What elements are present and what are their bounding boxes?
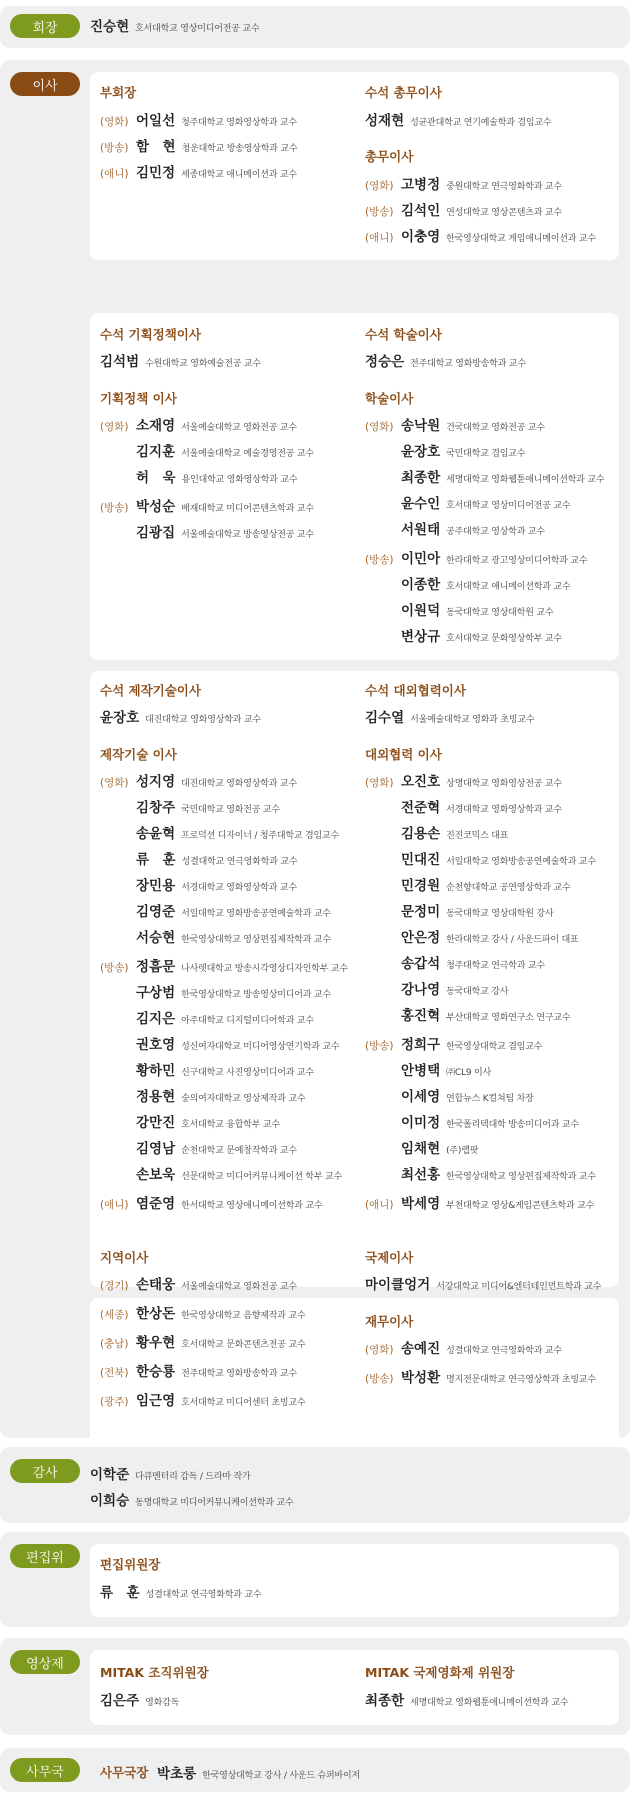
member-name: 손태웅: [136, 1277, 176, 1293]
member-affiliation: 한국영상대학교 음향제작과 교수: [181, 1311, 306, 1321]
member-name: 오진호: [401, 774, 441, 790]
member-affiliation: 동국대학교 강사: [446, 987, 509, 997]
role-heading: 수석 총무이사: [365, 85, 442, 100]
member-row: [100, 770, 297, 790]
member-affiliation: ㈜CL9 이사: [446, 1068, 491, 1078]
badge-chair: 회장: [10, 14, 80, 38]
member-name: 마이클엉거: [365, 1277, 431, 1293]
member-affiliation: 전주대학교 영화방송학과 교수: [410, 359, 526, 369]
member-affiliation: 청주대학교 영화영상학과 교수: [181, 118, 297, 128]
member-affiliation: 아주대학교 디지털미디어학과 교수: [181, 1016, 314, 1026]
member-row: [365, 1085, 534, 1105]
member-row: [365, 1273, 601, 1293]
member-affiliation: 한국영상대학교 게임애니메이션과 교수: [446, 234, 596, 244]
member-name: 서승현: [136, 930, 176, 946]
member-affiliation: 호서대학교 문화콘텐츠전공 교수: [181, 1340, 306, 1350]
member-name: 김용손: [401, 826, 441, 842]
role-heading: MITAK 국제영화제 위원장: [365, 1665, 515, 1680]
member-name: 최선홍: [401, 1167, 441, 1183]
field-tag: (영화): [365, 1344, 394, 1356]
member-row: [365, 625, 562, 645]
member-name: 황우현: [136, 1335, 176, 1351]
member-row: [100, 706, 261, 726]
member-row: [365, 547, 587, 567]
member-row: [100, 955, 348, 975]
member-affiliation: 동국대학교 영상대학원 교수: [446, 608, 554, 618]
member-name: 문정미: [401, 904, 441, 920]
member-name: 서원태: [401, 522, 441, 538]
member-row: [365, 1033, 542, 1053]
member-row: [100, 1059, 314, 1079]
member-name: 정승은: [365, 354, 405, 370]
member-name: 성재현: [365, 113, 405, 129]
member-affiliation: 명지전문대학교 연극영상학과 초빙교수: [446, 1375, 596, 1385]
member-name: 한상돈: [136, 1306, 176, 1322]
role-heading: 편집위원장: [100, 1557, 161, 1572]
member-affiliation: 한국영상대학교 강사 / 사운드 슈퍼바이저: [202, 1771, 360, 1781]
member-affiliation: 한국폴리텍대학 방송미디어과 교수: [446, 1120, 579, 1130]
member-name: 강나영: [401, 982, 441, 998]
member-affiliation: 건국대학교 영화전공 교수: [446, 423, 545, 433]
role-heading: 수석 기획정책이사: [100, 327, 201, 342]
member-name: 김영준: [136, 904, 176, 920]
member-name: 허 욱: [136, 470, 176, 486]
panel-film-festival: [90, 1650, 619, 1725]
member-row: [100, 440, 314, 460]
member-name: 박성순: [136, 499, 176, 515]
member-name: 윤장호: [100, 710, 140, 726]
field-tag: (방송): [365, 1040, 394, 1052]
member-row: [100, 848, 297, 868]
member-row: [365, 1192, 594, 1212]
member-affiliation: 선문대학교 미디어커뮤니케이션 학부 교수: [181, 1172, 343, 1182]
member-row: [100, 926, 331, 946]
member-affiliation: 다큐멘터리 감독 / 드라마 작가: [135, 1472, 251, 1482]
field-tag: (영화): [100, 777, 129, 789]
member-row: [100, 521, 314, 541]
member-name: 김석범: [100, 354, 140, 370]
member-row: [365, 1163, 596, 1183]
member-affiliation: 나사렛대학교 방송시각영상디자인학부 교수: [181, 964, 348, 974]
member-row: [100, 874, 297, 894]
member-affiliation: 상명대학교 영화영상전공 교수: [446, 779, 562, 789]
member-affiliation: 서울예술대학교 영화전공 교수: [181, 423, 297, 433]
member-affiliation: 성결대학교 연극영화학과 교수: [446, 1346, 562, 1356]
field-tag: (영화): [100, 421, 129, 433]
badge-editorial: 편집위: [10, 1544, 80, 1568]
field-tag: (세종): [100, 1309, 129, 1321]
member-name: 송예진: [401, 1341, 441, 1357]
field-tag: (광주): [100, 1396, 129, 1408]
member-affiliation: 호서대학교 애니메이션학과 교수: [446, 582, 571, 592]
member-row: [365, 952, 545, 972]
member-row: [365, 1111, 579, 1131]
member-name: 최종한: [401, 470, 441, 486]
member-affiliation: 서울예술대학교 영화과 초빙교수: [410, 715, 535, 725]
member-row: [90, 1463, 251, 1483]
member-affiliation: 영화감독: [145, 1698, 180, 1708]
member-row: [365, 466, 604, 486]
badge-auditors: 감사: [10, 1459, 80, 1483]
role-heading: MITAK 조직위원장: [100, 1665, 209, 1680]
member-affiliation: 부산대학교 영화연구소 연구교수: [446, 1013, 571, 1023]
member-affiliation: 동국대학교 영상대학원 강사: [446, 909, 554, 919]
member-affiliation: 대진대학교 영화영상학과 교수: [181, 779, 297, 789]
role-heading: 지역이사: [100, 1250, 149, 1265]
member-row: [100, 1302, 305, 1322]
member-row: [365, 1004, 570, 1024]
member-name: 김민정: [136, 165, 176, 181]
badge-film-festival: 영상제: [10, 1650, 80, 1674]
role-heading: 재무이사: [365, 1314, 414, 1329]
member-name: 민대진: [401, 852, 441, 868]
member-name: 이민아: [401, 551, 441, 567]
member-row: [100, 900, 331, 920]
member-affiliation: 숭의여자대학교 영상제작과 교수: [181, 1094, 306, 1104]
member-affiliation: 호서대학교 문화영상학부 교수: [446, 634, 562, 644]
member-affiliation: 한라대학교 강사 / 사운드파이 대표: [446, 935, 579, 945]
member-row: [365, 770, 562, 790]
member-name: 정희구: [401, 1037, 441, 1053]
member-name: 염준영: [136, 1196, 176, 1212]
member-name: 정흠문: [136, 959, 176, 975]
section-film-festival: [0, 1638, 630, 1735]
member-affiliation: 한라대학교 광고영상미디어학과 교수: [446, 556, 588, 566]
member-name: 진승현: [90, 19, 130, 35]
section-auditors: [0, 1447, 630, 1523]
member-affiliation: 한국영상대학교 영상편집제작학과 교수: [446, 1172, 596, 1182]
member-affiliation: 프로덕션 디자이너 / 청주대학교 겸임교수: [181, 831, 339, 841]
member-name: 정용현: [136, 1089, 176, 1105]
member-row: [365, 874, 570, 894]
member-row: [365, 978, 508, 998]
member-affiliation: 서일대학교 영화방송공연예술학과 교수: [446, 857, 596, 867]
member-name: 김창주: [136, 800, 176, 816]
member-affiliation: 청운대학교 방송영상학과 교수: [181, 144, 298, 154]
member-row: [365, 109, 551, 129]
member-name: 이세영: [401, 1089, 441, 1105]
member-name: 강만진: [136, 1115, 176, 1131]
member-affiliation: 용인대학교 영화영상학과 교수: [181, 475, 298, 485]
member-row: [100, 1331, 305, 1351]
member-row: [100, 135, 297, 155]
member-affiliation: 세종대학교 애니메이션과 교수: [181, 170, 297, 180]
member-name: 김은주: [100, 1693, 140, 1709]
member-row: [157, 1762, 360, 1782]
section-directors: [0, 60, 630, 1438]
field-tag: (영화): [365, 180, 394, 192]
member-name: 박성환: [401, 1370, 441, 1386]
role-heading: 수석 대외협력이사: [365, 683, 466, 698]
member-name: 임채현: [401, 1141, 441, 1157]
member-affiliation: 수원대학교 영화예술전공 교수: [145, 359, 261, 369]
field-tag: (방송): [100, 142, 129, 154]
field-tag: (방송): [100, 962, 129, 974]
member-affiliation: 서강대학교 미디어&엔터테인먼트학과 교수: [436, 1282, 602, 1292]
role-heading: 총무이사: [365, 149, 414, 164]
member-row: [365, 1366, 596, 1386]
member-name: 전준혁: [401, 800, 441, 816]
member-row: [90, 1489, 293, 1509]
member-row: [100, 1273, 297, 1293]
role-heading: 제작기술 이사: [100, 747, 177, 762]
badge-directors: 이사: [10, 72, 80, 96]
member-row: [365, 706, 534, 726]
field-tag: (애니): [365, 1199, 394, 1211]
member-row: [365, 492, 570, 512]
member-row: [100, 350, 261, 370]
member-name: 이원덕: [401, 603, 441, 619]
member-name: 한승룡: [136, 1364, 176, 1380]
member-affiliation: 순천향대학교 공연영상학과 교수: [446, 883, 571, 893]
member-row: [100, 466, 297, 486]
member-row: [100, 1192, 322, 1212]
member-affiliation: 한국영상대학교 겸임교수: [446, 1042, 543, 1052]
role-heading: 사무국장: [100, 1765, 149, 1780]
member-affiliation: 성균관대학교 연기예술학과 겸임교수: [410, 118, 552, 128]
field-tag: (방송): [365, 1373, 394, 1385]
member-name: 김지은: [136, 1011, 176, 1027]
member-affiliation: 서울예술대학교 예술경영전공 교수: [181, 449, 314, 459]
member-affiliation: 한국영상대학교 영상편집제작학과 교수: [181, 935, 331, 945]
member-name: 윤수인: [401, 496, 441, 512]
member-affiliation: 서일대학교 영화방송공연예술학과 교수: [181, 909, 331, 919]
member-name: 어일선: [136, 113, 176, 129]
member-name: 이종한: [401, 577, 441, 593]
field-tag: (전북): [100, 1367, 129, 1379]
member-name: 소재영: [136, 418, 176, 434]
member-row: [100, 822, 339, 842]
member-affiliation: 서경대학교 영화영상학과 교수: [446, 805, 562, 815]
member-name: 고병정: [401, 177, 441, 193]
field-tag: (영화): [100, 116, 129, 128]
role-heading: 수석 제작기술이사: [100, 683, 201, 698]
field-tag: (방송): [100, 502, 129, 514]
member-row: [365, 199, 562, 219]
member-name: 윤장호: [401, 444, 441, 460]
section-editorial: [0, 1532, 630, 1627]
member-row: [100, 981, 331, 1001]
member-row: [90, 15, 259, 35]
role-heading: 대외협력 이사: [365, 747, 442, 762]
member-row: [365, 1337, 562, 1357]
member-name: 김석인: [401, 203, 441, 219]
field-tag: (충남): [100, 1338, 129, 1350]
member-row: [100, 109, 297, 129]
member-affiliation: 동명대학교 미디어커뮤니케이션학과 교수: [135, 1498, 294, 1508]
member-affiliation: 성신여자대학교 미디어영상연기학과 교수: [181, 1042, 340, 1052]
field-tag: (방송): [365, 206, 394, 218]
member-name: 안병택: [401, 1063, 441, 1079]
member-row: [100, 1111, 280, 1131]
member-name: 이희승: [90, 1493, 130, 1509]
member-affiliation: 성결대학교 연극영화학과 교수: [181, 857, 298, 867]
member-row: [365, 900, 553, 920]
field-tag: (영화): [365, 421, 394, 433]
member-row: [365, 599, 553, 619]
field-tag: (애니): [100, 168, 129, 180]
field-tag: (방송): [365, 554, 394, 566]
member-affiliation: 한국영상대학교 방송영상미디어과 교수: [181, 990, 331, 1000]
member-row: [365, 1137, 478, 1157]
member-name: 송윤혁: [136, 826, 176, 842]
member-affiliation: 국민대학교 영화전공 교수: [181, 805, 280, 815]
member-row: [100, 1581, 261, 1601]
member-name: 구상범: [136, 985, 176, 1001]
member-name: 김지훈: [136, 444, 176, 460]
member-row: [100, 1389, 305, 1409]
member-affiliation: 세명대학교 영화웹툰애니메이션학과 교수: [446, 475, 605, 485]
member-name: 김광집: [136, 525, 176, 541]
member-row: [100, 1007, 314, 1027]
member-name: 김영남: [136, 1141, 176, 1157]
member-affiliation: 전주대학교 영화방송학과 교수: [181, 1369, 297, 1379]
member-row: [100, 1137, 297, 1157]
member-affiliation: 서울예술대학교 방송영상전공 교수: [181, 530, 314, 540]
member-row: [365, 1689, 568, 1709]
member-name: 손보욱: [136, 1167, 176, 1183]
member-affiliation: 호서대학교 영상미디어전공 교수: [135, 24, 260, 34]
member-affiliation: 연합뉴스 K컬쳐팀 차장: [446, 1094, 534, 1104]
member-row: [100, 1163, 342, 1183]
member-row: [365, 350, 526, 370]
field-tag: (애니): [100, 1199, 129, 1211]
badge-secretariat: 사무국: [10, 1758, 80, 1782]
member-row: [365, 173, 562, 193]
member-row: [365, 440, 525, 460]
member-affiliation: (주)랩팟: [446, 1146, 479, 1156]
member-name: 송갑석: [401, 956, 441, 972]
member-affiliation: 연성대학교 영상콘텐츠과 교수: [446, 208, 562, 218]
member-name: 홍진혁: [401, 1008, 441, 1024]
member-name: 황하민: [136, 1063, 176, 1079]
member-name: 성지영: [136, 774, 176, 790]
member-affiliation: 세명대학교 영화웹툰애니메이션학과 교수: [410, 1698, 569, 1708]
member-affiliation: 공주대학교 영상학과 교수: [446, 527, 545, 537]
member-affiliation: 중원대학교 연극영화학과 교수: [446, 182, 562, 192]
member-name: 류 훈: [136, 852, 176, 868]
member-name: 최종한: [365, 1693, 405, 1709]
member-row: [365, 822, 508, 842]
member-affiliation: 대진대학교 영화영상학과 교수: [145, 715, 261, 725]
member-name: 송낙원: [401, 418, 441, 434]
member-name: 권호영: [136, 1037, 176, 1053]
member-name: 변상규: [401, 629, 441, 645]
role-heading: 학술이사: [365, 391, 414, 406]
member-affiliation: 호서대학교 영상미디어전공 교수: [446, 501, 571, 511]
member-row: [365, 573, 570, 593]
member-name: 박초롱: [157, 1766, 197, 1782]
role-heading: 수석 학술이사: [365, 327, 442, 342]
member-affiliation: 부천대학교 영상&게임콘텐츠학과 교수: [446, 1201, 595, 1211]
member-affiliation: 서울예술대학교 영화전공 교수: [181, 1282, 297, 1292]
member-row: [100, 1360, 297, 1380]
member-affiliation: 진진코믹스 대표: [446, 831, 509, 841]
member-affiliation: 성결대학교 연극영화학과 교수: [145, 1590, 262, 1600]
member-affiliation: 신구대학교 사진영상미디어과 교수: [181, 1068, 314, 1078]
member-affiliation: 배재대학교 미디어콘텐츠학과 교수: [181, 504, 314, 514]
role-heading: 부회장: [100, 85, 137, 100]
field-tag: (영화): [365, 777, 394, 789]
member-row: [100, 1033, 339, 1053]
member-name: 안은정: [401, 930, 441, 946]
member-row: [100, 414, 297, 434]
member-name: 이학준: [90, 1467, 130, 1483]
member-name: 김수열: [365, 710, 405, 726]
field-tag: (경기): [100, 1280, 129, 1292]
member-row: [365, 926, 579, 946]
member-row: [100, 495, 314, 515]
member-name: 장민용: [136, 878, 176, 894]
member-affiliation: 청주대학교 연극학과 교수: [446, 961, 545, 971]
member-row: [100, 161, 297, 181]
member-row: [365, 414, 545, 434]
member-affiliation: 한서대학교 영상애니메이션학과 교수: [181, 1201, 323, 1211]
role-heading: 기획정책 이사: [100, 391, 177, 406]
member-row: [100, 1689, 179, 1709]
member-row: [365, 1059, 491, 1079]
member-name: 이충영: [401, 229, 441, 245]
member-name: 이미정: [401, 1115, 441, 1131]
member-row: [365, 225, 596, 245]
member-affiliation: 호서대학교 미디어센터 초빙교수: [181, 1398, 306, 1408]
member-affiliation: 순천대학교 문예창작학과 교수: [181, 1146, 297, 1156]
member-row: [365, 518, 545, 538]
member-row: [365, 796, 562, 816]
member-row: [365, 848, 596, 868]
member-affiliation: 서경대학교 영화영상학과 교수: [181, 883, 297, 893]
role-heading: 국제이사: [365, 1250, 414, 1265]
member-affiliation: 국민대학교 겸임교수: [446, 449, 526, 459]
member-row: [100, 796, 280, 816]
member-name: 류 훈: [100, 1585, 140, 1601]
member-name: 함 현: [136, 139, 176, 155]
field-tag: (애니): [365, 232, 394, 244]
member-row: [100, 1085, 305, 1105]
member-affiliation: 호서대학교 융합학부 교수: [181, 1120, 280, 1130]
member-name: 박세영: [401, 1196, 441, 1212]
member-name: 민경원: [401, 878, 441, 894]
member-name: 임근영: [136, 1393, 176, 1409]
